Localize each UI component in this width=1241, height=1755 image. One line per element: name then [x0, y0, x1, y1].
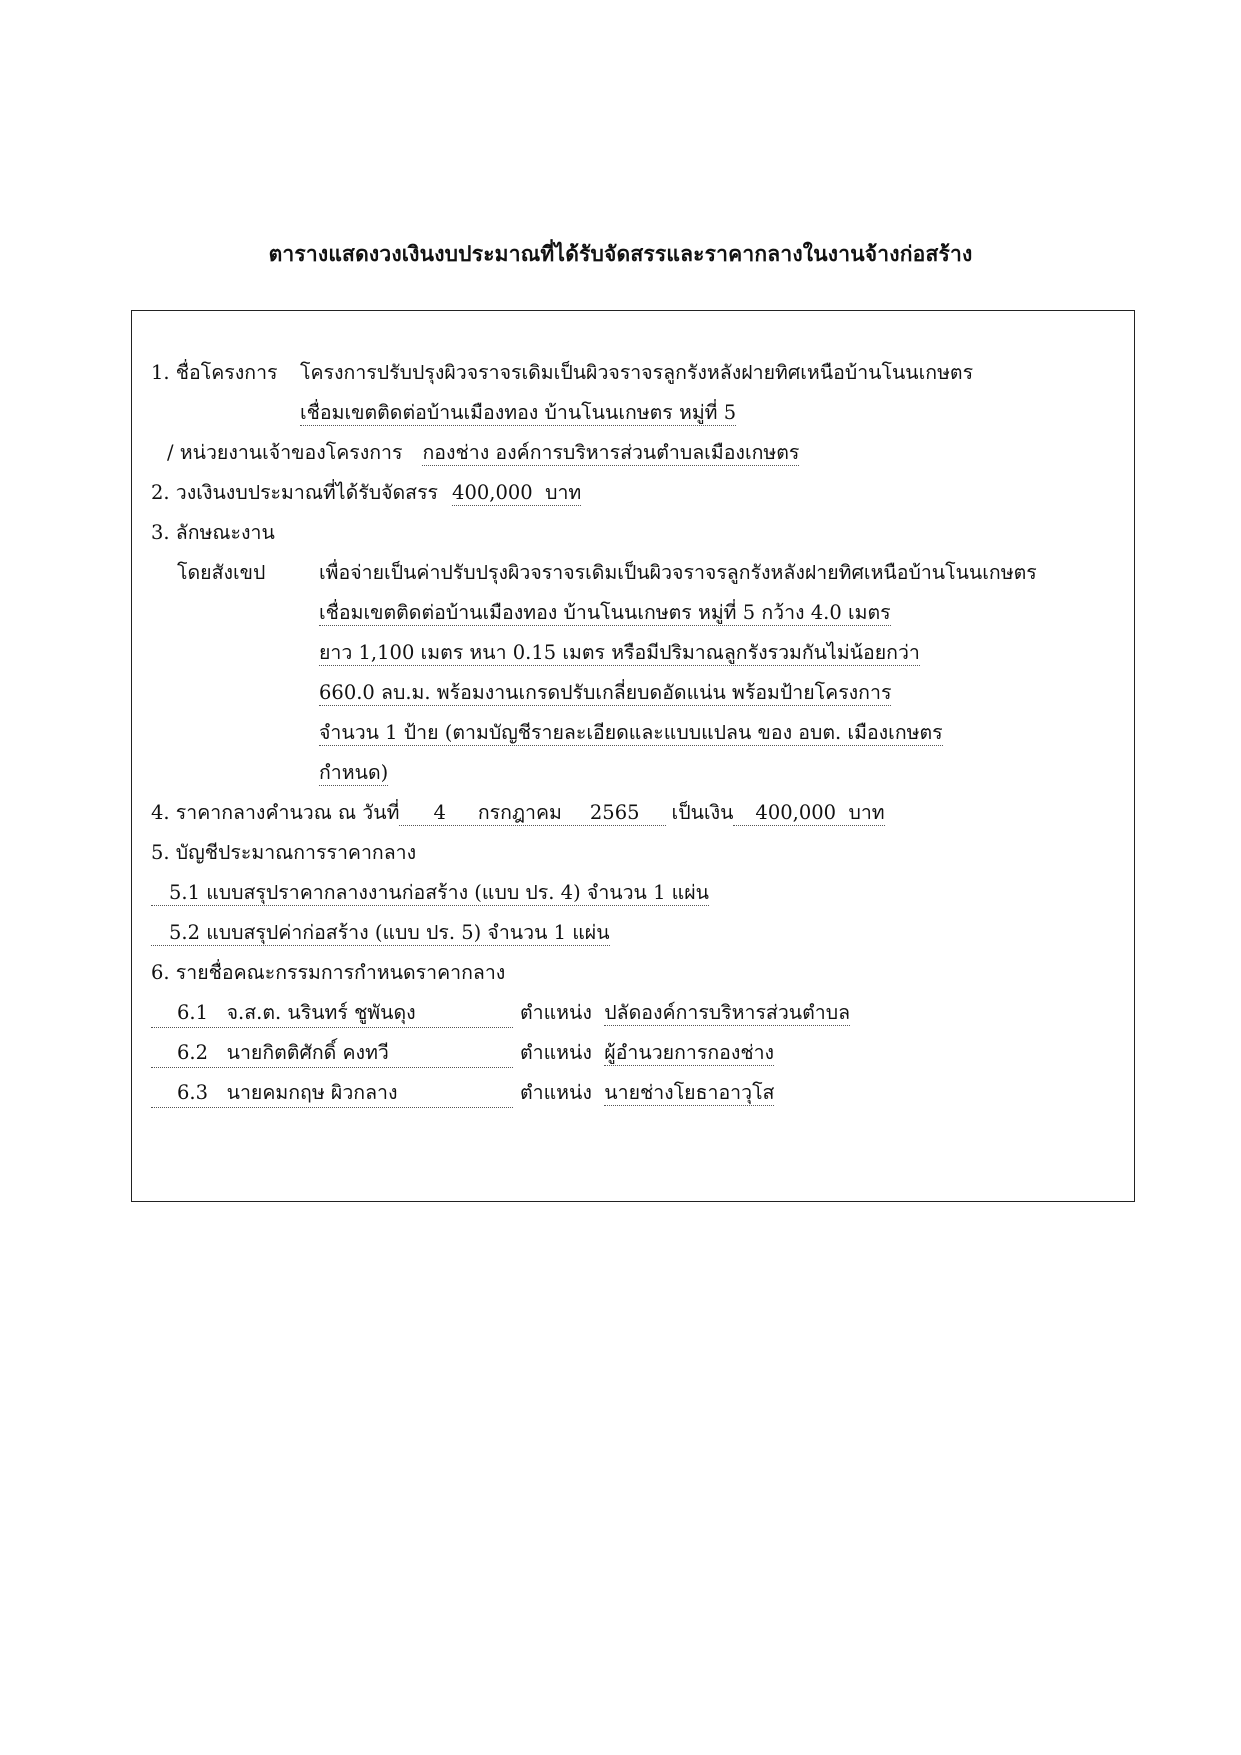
median-price-amount-label: เป็นเงิน: [671, 801, 734, 824]
committee-position: ตำแหน่ง นายช่างโยธาอาวุโส: [520, 1081, 775, 1104]
work-description-line: เพื่อจ่ายเป็นค่าปรับปรุงผิวจราจรเดิมเป็นผิวจราจรลูกรังหลังฝายทิศเหนือบ้านโนนเกษตร: [319, 561, 1037, 584]
project-name-line1: โครงการปรับปรุงผิวจราจรเดิมเป็นผิวจราจรลูกรังหลังฝายทิศเหนือบ้านโนนเกษตร: [300, 361, 974, 384]
committee-member: 6.3 นายคมกฤษ ผิวกลาง: [151, 1080, 513, 1108]
committee-position: ตำแหน่ง ปลัดองค์การบริหารส่วนตำบล: [520, 1001, 851, 1024]
budget-label: 2. วงเงินงบประมาณที่ได้รับจัดสรร: [151, 481, 439, 504]
work-description-line: กำหนด): [319, 761, 389, 784]
work-description-line: เชื่อมเขตติดต่อบ้านเมืองทอง บ้านโนนเกษตร หมู่ที่ 5 กว้าง 4.0 เมตร: [319, 601, 891, 624]
project-owner-label: / หน่วยงานเจ้าของโครงการ: [167, 441, 403, 464]
work-description-line: จำนวน 1 ป้าย (ตามบัญชีรายละเอียดและแบบแปลน ของ อบต. เมืองเกษตร: [319, 721, 943, 744]
project-name-line2: เชื่อมเขตติดต่อบ้านเมืองทอง บ้านโนนเกษตร หมู่ที่ 5: [300, 401, 737, 424]
median-price-line: [151, 800, 885, 826]
committee-label: 6. รายชื่อคณะกรรมการกำหนดราคากลาง: [151, 961, 506, 984]
project-name-label: 1. ชื่อโครงการ: [151, 361, 278, 384]
estimate-row: 5.2 แบบสรุปค่าก่อสร้าง (แบบ ปร. 5) จำนวน 1 แผ่น: [151, 920, 610, 946]
budget-line: [151, 480, 581, 506]
estimate-list-label: 5. บัญชีประมาณการราคากลาง: [151, 841, 417, 864]
project-owner-value: กองช่าง องค์การบริหารส่วนตำบลเมืองเกษตร: [422, 441, 800, 464]
work-summary-label: โดยสังเขป: [177, 561, 266, 584]
document-title: ตารางแสดงวงเงินงบประมาณที่ได้รับจัดสรรและราคากลางในงานจ้างก่อสร้าง: [268, 241, 973, 266]
details-box: [131, 310, 1135, 1202]
committee-position: ตำแหน่ง ผู้อำนวยการกองช่าง: [520, 1041, 775, 1064]
committee-member: 6.2 นายกิตติศักดิ์ คงทวี: [151, 1040, 513, 1068]
committee-member: 6.1 จ.ส.ต. นรินทร์ ชูพันดุง: [151, 1000, 513, 1028]
budget-value: 400,000 บาท: [452, 481, 582, 504]
median-price-amount: 400,000 บาท: [733, 801, 884, 826]
project-owner: [167, 440, 799, 466]
median-price-date: 4 กรกฎาคม 2565: [399, 801, 665, 826]
median-price-label: 4. ราคากลางคำนวณ ณ วันที่: [151, 801, 400, 824]
work-description-label: 3. ลักษณะงาน: [151, 521, 275, 544]
estimate-row: 5.1 แบบสรุปราคากลางงานก่อสร้าง (แบบ ปร. 4) จำนวน 1 แผ่น: [151, 880, 709, 906]
work-description-line: ยาว 1,100 เมตร หนา 0.15 เมตร หรือมีปริมาณลูกรังรวมกันไม่น้อยกว่า: [319, 641, 920, 664]
work-description-line: 660.0 ลบ.ม. พร้อมงานเกรดปรับเกลี่ยบดอัดแน่น พร้อมป้ายโครงการ: [319, 681, 892, 704]
